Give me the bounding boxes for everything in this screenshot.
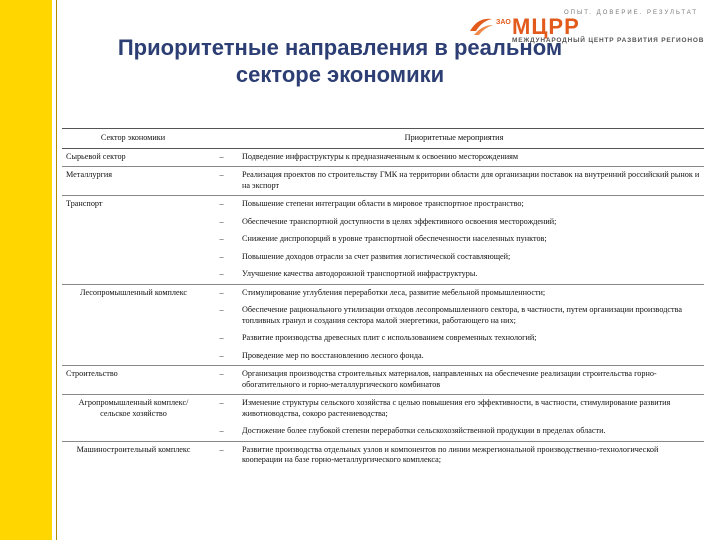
sector-cell: Лесопромышленный комплекс (62, 284, 204, 366)
measure-cell: Развитие производства отдельных узлов и компонентов по линии межрегиональной производственно-технологической кооперации на базе горно-металлургического комплекса; (238, 441, 704, 470)
sector-cell: Машиностроительный комплекс (62, 441, 204, 470)
table-row (62, 441, 704, 470)
bullet-dash: – (219, 333, 224, 342)
header-measures: Приоритетные мероприятия (204, 129, 704, 149)
bullet-dash: – (219, 305, 224, 314)
page-title (70, 34, 610, 88)
logo-tagline: ОПЫТ. ДОВЕРИЕ. РЕЗУЛЬТАТ (564, 10, 698, 16)
measure-cell: Изменение структуры сельского хозяйства с целью повышения его эффективности, в частности, стимулирование развития животноводства, сокоро растениеводства; (238, 395, 704, 424)
sector-cell: Сырьевой сектор (62, 148, 204, 167)
side-divider (52, 0, 54, 540)
bullet-dash: – (219, 350, 224, 360)
bullet-dash: – (204, 284, 238, 302)
bullet-dash: – (204, 441, 238, 470)
bullet-dash: – (204, 366, 238, 395)
side-accent-bar (0, 0, 52, 540)
bullet-dash: – (204, 395, 238, 424)
measure-cell: Улучшение качества автодорожной транспортной инфраструктуры. (242, 269, 478, 278)
table-row (62, 395, 704, 424)
logo-subtitle: МЕЖДУНАРОДНЫЙ ЦЕНТР РАЗВИТИЯ РЕГИОНОВ (512, 37, 705, 44)
sector-cell: Строительство (62, 366, 204, 395)
table-row (62, 284, 704, 302)
logo-prefix: ЗАО (496, 19, 511, 26)
bullet-dash: – (219, 269, 224, 278)
measure-cell: Повышение степени интеграции области в мировое транспортное пространство; (238, 196, 704, 214)
bullet-dash: – (204, 167, 238, 196)
header-sector: Сектор экономики (62, 129, 204, 149)
measure-cell: Повышение доходов отрасли за счет развития логистической составляющей; (242, 251, 511, 261)
priority-table (62, 128, 704, 470)
measure-cell: Проведение мер по восстановлению лесного фонда. (242, 350, 424, 360)
bullet-dash: – (204, 196, 238, 214)
measure-cell: Обеспечение транспортной доступности в целях эффективного освоения месторождений; (242, 216, 557, 226)
measure-cell: Стимулирование углубления переработки леса, развитие мебельной промышленности; (238, 284, 704, 302)
table-row (62, 167, 704, 196)
bullet-dash: – (219, 234, 224, 243)
table-row (62, 366, 704, 395)
sector-cell: Транспорт (62, 196, 204, 285)
measure-cell: Развитие производства древесных плит с использованием современных технологий; (242, 333, 537, 342)
measure-cell: Обеспечение рационального утилизации отходов лесопромышленного сектора, в частности, путем организации производства топливных гранул и создания сектора малой энергетики, работающего на них; (242, 305, 682, 325)
bullet-dash: – (219, 216, 224, 226)
table-row (62, 196, 704, 214)
measure-cell: Реализация проектов по строительству ГМК на территории области для организации поставок на внутренний российский рынок и на экспорт (238, 167, 704, 196)
side-divider-line (56, 0, 57, 540)
bullet-dash: – (219, 251, 224, 261)
table-header-row (62, 129, 704, 149)
measure-cell: Организация производства строительных материалов, направленных на обеспечение реализации строительства горно-обогатительного и горно-металлургического комбинатов (238, 366, 704, 395)
sector-cell: Агропромышленный комплекс/сельское хозяйство (62, 395, 204, 442)
page-title-line-1: Приоритетные направления в реальном (117, 35, 563, 60)
measure-cell: Снижение диспропорций в уровне транспортной обеспеченности населенных пунктов; (242, 234, 547, 243)
sector-cell: Металлургия (62, 167, 204, 196)
measure-cell: Достижение более глубокой степени переработки сельскохозяйственной продукции в пределах области. (242, 426, 606, 435)
table-row (62, 148, 704, 167)
bullet-dash: – (219, 426, 224, 435)
measure-cell: Подведение инфраструктуры к предназначенным к освоению месторождениям (238, 148, 704, 167)
logo-brand: МЦРР (512, 14, 580, 39)
page-title-line-2: секторе экономики (235, 62, 445, 87)
bullet-dash: – (204, 148, 238, 167)
